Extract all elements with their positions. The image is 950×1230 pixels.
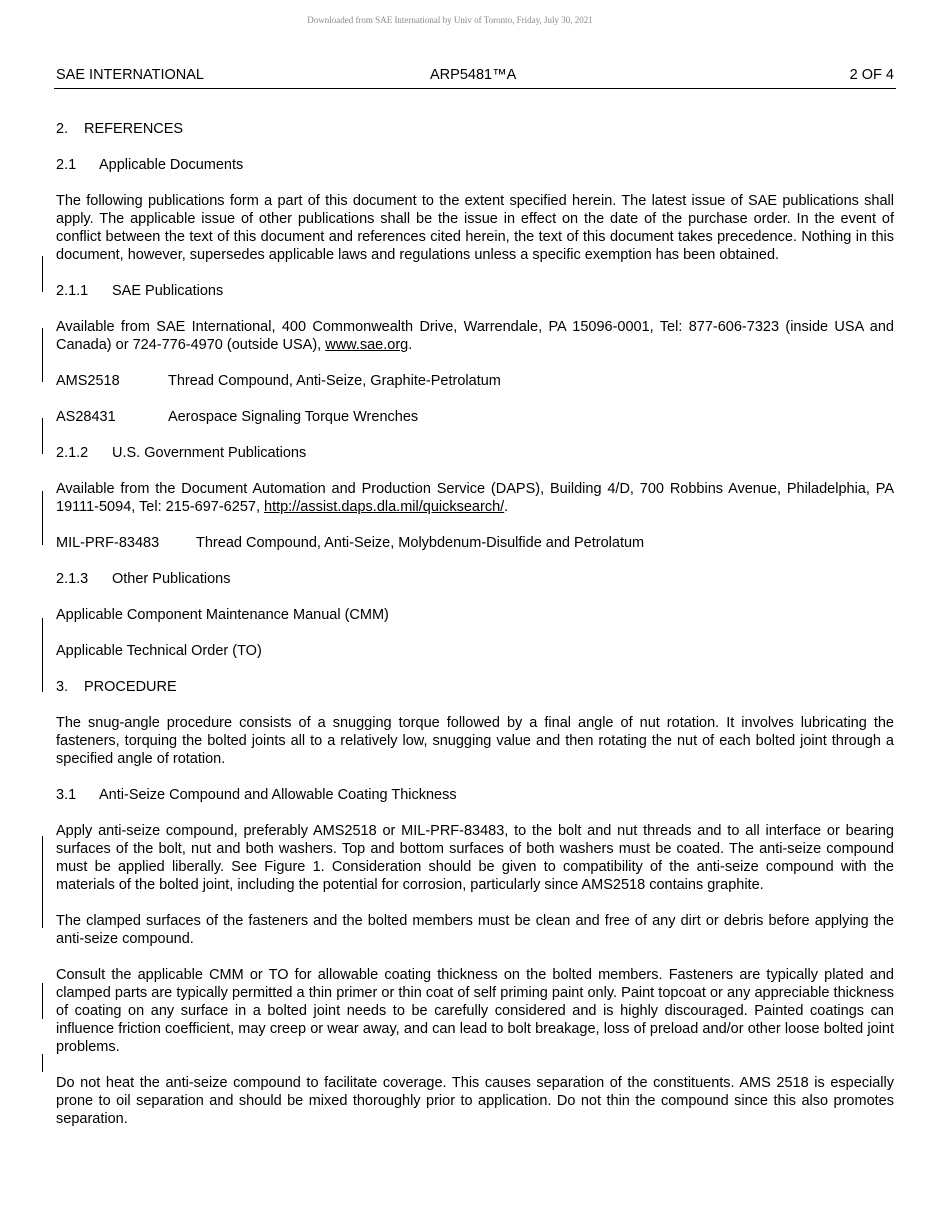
section-number: 3.1 xyxy=(56,787,77,803)
applicable-documents-paragraph: The following publications form a part of this document to the extent specified herein. The latest issue of SAE publications shall apply. The applicable issue of other publications shall be the issue in effect on the date of the purchase order. In the event of conflict between the text of this document and references cited herein, the text of this document takes precedence. Nothing in this document, however, supersedes applicable laws and regulations unless a specific exemption has been obtained. xyxy=(56,193,894,263)
section-title: SAE Publications xyxy=(112,283,224,299)
assist-quicksearch-link[interactable]: http://assist.daps.dla.mil/quicksearch/ xyxy=(264,499,505,515)
section-2-1-3-heading xyxy=(56,570,894,588)
section-2-1-2-heading xyxy=(56,444,894,462)
download-watermark: Downloaded from SAE International by Univ of Toronto, Friday, July 30, 2021 xyxy=(307,15,593,25)
revision-bar xyxy=(42,328,43,382)
document-body xyxy=(56,120,894,1128)
reference-title: Thread Compound, Anti-Seize, Molybdenum-Disulfide and Petrolatum xyxy=(196,535,645,551)
header-divider xyxy=(54,88,896,89)
section-title: Applicable Documents xyxy=(99,157,244,173)
section-title: Anti-Seize Compound and Allowable Coating Thickness xyxy=(99,787,457,803)
availability-text: Available from SAE International, 400 Commonwealth Drive, Warrendale, PA 15096-0001, Tel: 877-606-7323 (inside USA and Canada) or 724-776-4970 (outside USA), xyxy=(56,319,894,353)
header-page-number: 2 OF 4 xyxy=(849,67,894,83)
section-3-1-heading xyxy=(56,786,894,804)
revision-bar xyxy=(42,836,43,928)
section-title: Other Publications xyxy=(112,571,231,587)
revision-bar xyxy=(42,418,43,454)
reference-row xyxy=(56,372,894,390)
section-number: 2.1.3 xyxy=(56,571,89,587)
section-number: 3. xyxy=(56,679,69,695)
section-number: 2.1.2 xyxy=(56,445,89,461)
anti-seize-application-paragraph: Apply anti-seize compound, preferably AMS2518 or MIL-PRF-83483, to the bolt and nut threads and to all interface or bearing surfaces of the bolt, nut and both washers. Top and bottom surfaces of both washers must be coated. The anti-seize compound must be applied liberally. See Figure 1. Consideration should be given to compatibility of the anti-seize compound with the materials of the bolted joint, including the potential for corrosion, particularly since AMS2518 contains graphite. xyxy=(56,823,894,893)
section-2-1-heading xyxy=(56,156,894,174)
sae-website-link[interactable]: www.sae.org xyxy=(325,337,409,353)
section-2-heading xyxy=(56,120,894,138)
other-publication-item: Applicable Component Maintenance Manual (CMM) xyxy=(56,607,389,623)
section-title: REFERENCES xyxy=(84,121,184,137)
revision-bar xyxy=(42,618,43,692)
section-3-heading xyxy=(56,678,894,696)
reference-row xyxy=(56,408,894,426)
section-number: 2.1.1 xyxy=(56,283,89,299)
reference-row xyxy=(56,534,894,552)
section-title: U.S. Government Publications xyxy=(112,445,307,461)
reference-code: MIL-PRF-83483 xyxy=(56,535,160,551)
header-organization: SAE INTERNATIONAL xyxy=(56,67,204,83)
section-title: PROCEDURE xyxy=(84,679,177,695)
section-number: 2.1 xyxy=(56,157,77,173)
section-2-1-1-heading xyxy=(56,282,894,300)
reference-title: Aerospace Signaling Torque Wrenches xyxy=(168,409,419,425)
revision-bar xyxy=(42,983,43,1019)
reference-code: AMS2518 xyxy=(56,373,120,389)
reference-code: AS28431 xyxy=(56,409,116,425)
availability-text: Available from the Document Automation and Production Service (DAPS), Building 4/D, 700 Robbins Avenue, Philadelphia, PA 19111-5094, Tel: 215-697-6257, xyxy=(56,481,894,515)
no-heating-paragraph: Do not heat the anti-seize compound to facilitate coverage. This causes separation of the constituents. AMS 2518 is especially prone to oil separation and should be mixed thoroughly prior to application. Do not thin the compound since this also promotes separation. xyxy=(56,1075,894,1127)
revision-bar xyxy=(42,1054,43,1072)
surface-cleanliness-paragraph: The clamped surfaces of the fasteners and the bolted members must be clean and free of any dirt or debris before applying the anti-seize compound. xyxy=(56,913,894,947)
procedure-paragraph: The snug-angle procedure consists of a snugging torque followed by a final angle of nut rotation. It involves lubricating the fasteners, torquing the bolted joints all to a relatively low, snugging value and then rotating the nut of each bolted joint through a specified angle of rotation. xyxy=(56,715,894,767)
sae-availability-paragraph: Available from SAE International, 400 Commonwealth Drive, Warrendale, PA 15096-0001, Tel: 877-606-7323 (inside USA and Canada) or 724-776-4970 (outside USA), www.sae.org. xyxy=(56,319,894,353)
section-number: 2. xyxy=(56,121,69,137)
daps-availability-paragraph: Available from the Document Automation and Production Service (DAPS), Building 4/D, 700 Robbins Avenue, Philadelphia, PA 19111-5094, Tel: 215-697-6257, http://assist.daps.dla.mil/quicksearch/. xyxy=(56,481,894,515)
revision-bar xyxy=(42,256,43,292)
coating-thickness-paragraph: Consult the applicable CMM or TO for allowable coating thickness on the bolted members. Fasteners are typically plated and clamped parts are typically permitted a thin primer or thin coat of self priming paint only. Paint topcoat or any appreciable thickness of coating on any surface in a bolted joint needs to be carefully considered and is highly discouraged. Painted coatings can influence friction coefficient, may creep or wear away, and can lead to bolt breakage, loss of preload and/or other loose bolted joint problems. xyxy=(56,967,894,1055)
reference-title: Thread Compound, Anti-Seize, Graphite-Petrolatum xyxy=(168,373,501,389)
revision-bar xyxy=(42,491,43,545)
other-publication-item: Applicable Technical Order (TO) xyxy=(56,643,262,659)
header-document-id: ARP5481™A xyxy=(430,67,517,83)
